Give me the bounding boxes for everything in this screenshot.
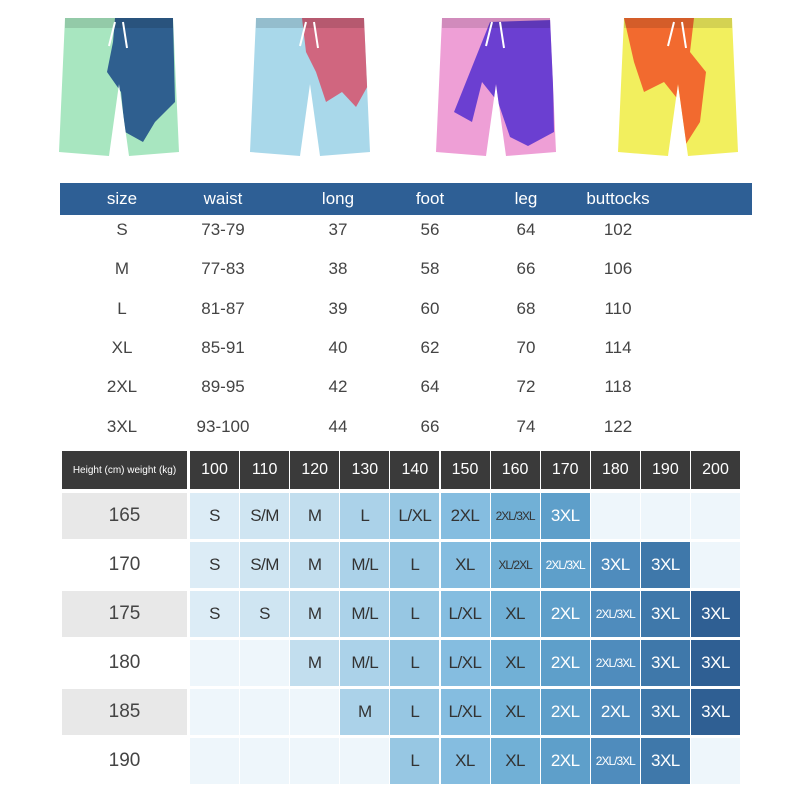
size-recommendation-cell bbox=[290, 689, 339, 735]
size-cell-long: 42 bbox=[328, 377, 348, 396]
size-recommendation-cell: XL bbox=[491, 640, 540, 686]
size-cell-size: 3XL bbox=[106, 417, 138, 436]
size-recommendation-cell bbox=[240, 738, 289, 784]
size-recommendation-cell: S bbox=[190, 542, 239, 588]
size-cell-foot: 62 bbox=[420, 338, 440, 357]
weight-header: 180 bbox=[591, 451, 640, 489]
weight-header: 170 bbox=[541, 451, 590, 489]
size-recommendation-cell bbox=[190, 738, 239, 784]
waistband bbox=[65, 18, 173, 28]
size-cell-leg: 74 bbox=[516, 417, 536, 436]
waistband bbox=[256, 18, 364, 28]
size-recommendation-cell bbox=[190, 689, 239, 735]
size-recommendation-cell: 3XL bbox=[591, 542, 640, 588]
size-recommendation-cell bbox=[340, 738, 389, 784]
weight-header: 130 bbox=[340, 451, 389, 489]
size-recommendation-cell: 2XL bbox=[591, 689, 640, 735]
size-recommendation-cell bbox=[290, 738, 339, 784]
height-label: 170 bbox=[62, 542, 187, 588]
header-waist: waist bbox=[203, 189, 243, 208]
size-row bbox=[60, 220, 752, 250]
size-cell-size: M bbox=[114, 259, 130, 278]
size-cell-leg: 72 bbox=[516, 377, 536, 396]
size-cell-waist: 77-83 bbox=[201, 259, 245, 278]
size-cell-long: 39 bbox=[328, 299, 348, 318]
size-row bbox=[60, 259, 752, 289]
size-recommendation-cell: 3XL bbox=[691, 640, 740, 686]
height-label: 185 bbox=[62, 689, 187, 735]
waistband bbox=[442, 18, 550, 28]
shorts-photo-green-blue bbox=[55, 12, 183, 164]
size-recommendation-cell: XL bbox=[491, 689, 540, 735]
size-recommendation-cell: L bbox=[390, 591, 439, 637]
size-cell-size: S bbox=[116, 220, 128, 239]
size-cell-foot: 66 bbox=[420, 417, 440, 436]
size-recommendation-cell: L bbox=[390, 542, 439, 588]
size-cell-buttocks: 102 bbox=[603, 220, 633, 239]
grid-corner-label: Height (cm) weight (kg) bbox=[62, 451, 187, 489]
size-recommendation-cell bbox=[240, 640, 289, 686]
header-long: long bbox=[321, 189, 355, 208]
size-recommendation-cell: M/L bbox=[340, 640, 389, 686]
size-recommendation-cell: 2XL/3XL bbox=[591, 738, 640, 784]
size-recommendation-cell bbox=[691, 738, 740, 784]
size-recommendation-cell: 3XL bbox=[641, 689, 690, 735]
shorts-photo-skyblue-pink bbox=[246, 12, 374, 164]
size-recommendation-cell: 3XL bbox=[691, 591, 740, 637]
size-recommendation-cell: 2XL bbox=[541, 738, 590, 784]
size-recommendation-cell bbox=[691, 542, 740, 588]
size-recommendation-cell: L/XL bbox=[390, 493, 439, 539]
size-recommendation-cell: S bbox=[190, 591, 239, 637]
size-recommendation-cell: M/L bbox=[340, 591, 389, 637]
size-cell-foot: 56 bbox=[420, 220, 440, 239]
size-cell-leg: 66 bbox=[516, 259, 536, 278]
size-recommendation-cell: XL bbox=[491, 738, 540, 784]
size-recommendation-cell: S/M bbox=[240, 542, 289, 588]
size-recommendation-cell bbox=[591, 493, 640, 539]
size-cell-leg: 68 bbox=[516, 299, 536, 318]
size-recommendation-cell: L/XL bbox=[441, 640, 490, 686]
height-label: 190 bbox=[62, 738, 187, 784]
size-cell-size: XL bbox=[111, 338, 133, 357]
size-recommendation-cell bbox=[240, 689, 289, 735]
size-recommendation-cell: L bbox=[390, 689, 439, 735]
size-recommendation-cell: M bbox=[290, 640, 339, 686]
size-cell-buttocks: 106 bbox=[603, 259, 633, 278]
weight-header: 140 bbox=[390, 451, 439, 489]
size-recommendation-cell: XL/2XL bbox=[491, 542, 540, 588]
size-cell-buttocks: 118 bbox=[604, 377, 632, 396]
waistband bbox=[624, 18, 732, 28]
size-recommendation-cell: 3XL bbox=[641, 640, 690, 686]
size-recommendation-cell: L bbox=[390, 738, 439, 784]
size-cell-size: 2XL bbox=[106, 377, 138, 396]
size-recommendation-cell: 3XL bbox=[691, 689, 740, 735]
size-cell-foot: 60 bbox=[420, 299, 440, 318]
size-cell-long: 38 bbox=[328, 259, 348, 278]
size-recommendation-cell: 3XL bbox=[641, 738, 690, 784]
size-row bbox=[60, 417, 752, 447]
weight-header: 160 bbox=[491, 451, 540, 489]
shorts-photo-yellow-orange bbox=[614, 12, 742, 164]
size-row bbox=[60, 338, 752, 368]
size-recommendation-cell: L bbox=[340, 493, 389, 539]
weight-header: 100 bbox=[190, 451, 239, 489]
size-cell-waist: 89-95 bbox=[201, 377, 245, 396]
size-recommendation-cell: L bbox=[390, 640, 439, 686]
weight-header: 120 bbox=[290, 451, 339, 489]
shorts-illustration bbox=[432, 12, 560, 164]
size-recommendation-cell: L/XL bbox=[441, 591, 490, 637]
size-recommendation-cell: M bbox=[290, 591, 339, 637]
size-recommendation-cell: 2XL bbox=[541, 591, 590, 637]
weight-header: 150 bbox=[441, 451, 490, 489]
header-leg: leg bbox=[514, 189, 538, 208]
shorts-illustration bbox=[55, 12, 183, 164]
shorts-illustration bbox=[614, 12, 742, 164]
size-cell-size: L bbox=[117, 299, 127, 318]
header-size: size bbox=[106, 189, 138, 208]
size-cell-long: 37 bbox=[328, 220, 348, 239]
header-buttocks: buttocks bbox=[586, 189, 650, 208]
size-cell-leg: 64 bbox=[516, 220, 536, 239]
size-recommendation-cell: XL bbox=[441, 542, 490, 588]
height-label: 165 bbox=[62, 493, 187, 539]
weight-header: 200 bbox=[691, 451, 740, 489]
height-label: 180 bbox=[62, 640, 187, 686]
size-cell-waist: 85-91 bbox=[201, 338, 245, 357]
height-label: 175 bbox=[62, 591, 187, 637]
size-recommendation-cell: M/L bbox=[340, 542, 389, 588]
size-cell-long: 40 bbox=[328, 338, 348, 357]
size-recommendation-cell: 2XL/3XL bbox=[591, 640, 640, 686]
weight-header: 110 bbox=[240, 451, 289, 489]
size-cell-buttocks: 114 bbox=[604, 338, 632, 357]
size-recommendation-cell: 3XL bbox=[641, 542, 690, 588]
shorts-illustration bbox=[246, 12, 374, 164]
size-cell-foot: 58 bbox=[420, 259, 440, 278]
size-recommendation-cell: 2XL bbox=[541, 640, 590, 686]
size-recommendation-cell: 2XL bbox=[541, 689, 590, 735]
size-recommendation-cell: 3XL bbox=[541, 493, 590, 539]
size-recommendation-cell: M bbox=[290, 542, 339, 588]
size-cell-waist: 93-100 bbox=[196, 417, 250, 436]
size-recommendation-cell: XL bbox=[441, 738, 490, 784]
size-recommendation-cell bbox=[641, 493, 690, 539]
size-recommendation-cell: S bbox=[190, 493, 239, 539]
size-cell-long: 44 bbox=[328, 417, 348, 436]
size-recommendation-cell: S/M bbox=[240, 493, 289, 539]
shorts-photo-pink-purple bbox=[432, 12, 560, 164]
size-cell-waist: 81-87 bbox=[201, 299, 245, 318]
size-recommendation-cell bbox=[190, 640, 239, 686]
size-cell-buttocks: 110 bbox=[604, 299, 632, 318]
size-recommendation-cell bbox=[691, 493, 740, 539]
size-cell-foot: 64 bbox=[420, 377, 440, 396]
size-recommendation-cell: L/XL bbox=[441, 689, 490, 735]
size-recommendation-cell: M bbox=[340, 689, 389, 735]
size-recommendation-cell: 2XL/3XL bbox=[591, 591, 640, 637]
size-recommendation-cell: XL bbox=[491, 591, 540, 637]
size-table-header bbox=[60, 183, 752, 215]
weight-header: 190 bbox=[641, 451, 690, 489]
size-recommendation-cell: M bbox=[290, 493, 339, 539]
size-recommendation-cell: 2XL bbox=[441, 493, 490, 539]
size-recommendation-cell: S bbox=[240, 591, 289, 637]
size-recommendation-cell: 2XL/3XL bbox=[491, 493, 540, 539]
size-recommendation-cell: 3XL bbox=[641, 591, 690, 637]
height-weight-size-grid bbox=[62, 451, 745, 791]
size-cell-waist: 73-79 bbox=[201, 220, 245, 239]
size-row bbox=[60, 377, 752, 407]
size-cell-leg: 70 bbox=[516, 338, 536, 357]
size-recommendation-cell: 2XL/3XL bbox=[541, 542, 590, 588]
size-cell-buttocks: 122 bbox=[603, 417, 633, 436]
size-row bbox=[60, 299, 752, 329]
header-foot: foot bbox=[415, 189, 445, 208]
